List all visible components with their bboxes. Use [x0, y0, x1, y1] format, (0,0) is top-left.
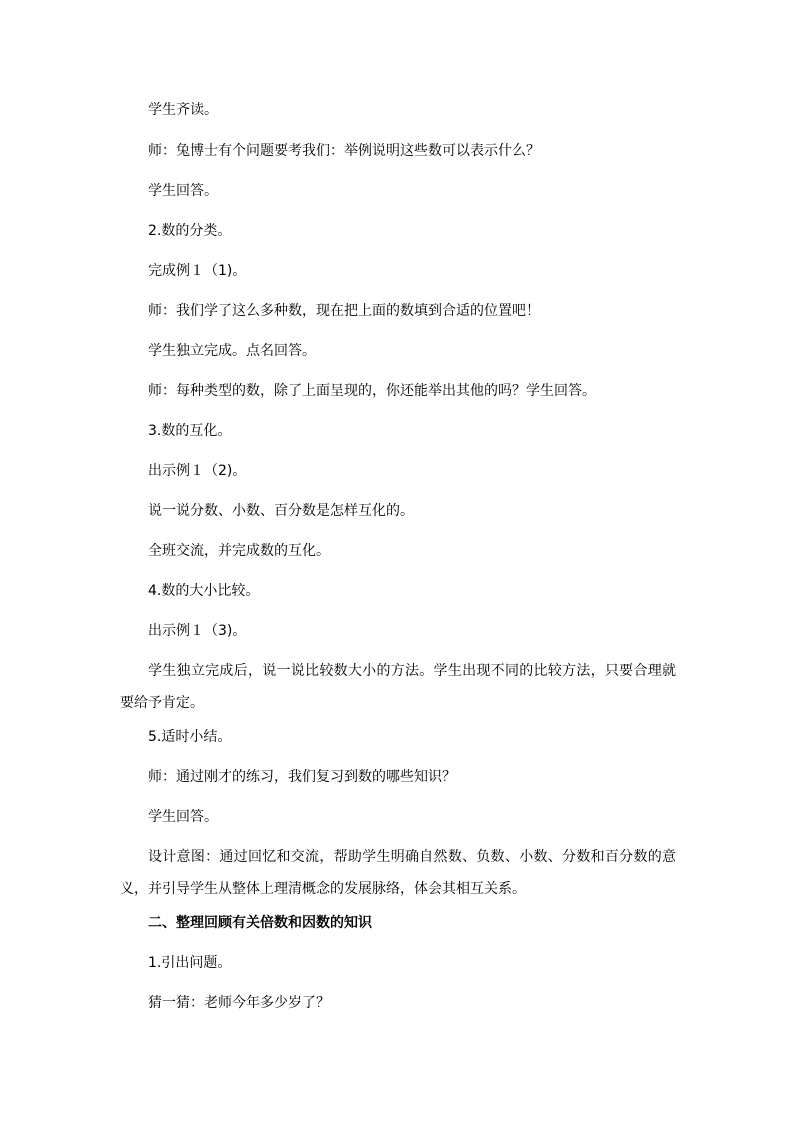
paragraph-section-comparison: 4.数的大小比较。 — [148, 583, 260, 599]
paragraph-comparison-methods: 学生独立完成后，说一说比较数大小的方法。学生出现不同的比较方法，只要合理就要给予肯定。 — [120, 663, 676, 711]
paragraph-teacher-other-examples: 师：每种类型的数，除了上面呈现的，你还能举出其他的吗？学生回答。 — [148, 383, 596, 399]
paragraph-conversion-discussion: 说一说分数、小数、百分数是怎样互化的。 — [148, 503, 414, 519]
paragraph-section-summary: 5.适时小结。 — [148, 729, 232, 745]
paragraph-example-1-3: 出示例１（3)。 — [148, 623, 247, 639]
paragraph-students-answer: 学生回答。 — [148, 183, 218, 199]
paragraph-design-intent: 设计意图：通过回忆和交流，帮助学生明确自然数、负数、小数、分数和百分数的意义，并引导学生从整体上理清概念的发展脉络，体会其相互关系。 — [120, 849, 676, 897]
paragraph-students-read: 学生齐读。 — [148, 102, 218, 118]
paragraph-students-answer-2: 学生回答。 — [148, 809, 218, 825]
paragraph-section-classification: 2.数的分类。 — [148, 223, 232, 239]
paragraph-example-1-1: 完成例１（1)。 — [148, 263, 247, 279]
section-heading-multiples-factors: 二、整理回顾有关倍数和因数的知识 — [148, 915, 372, 931]
paragraph-teacher-review: 师：通过刚才的练习，我们复习到数的哪些知识？ — [148, 769, 456, 785]
paragraph-section-conversion: 3.数的互化。 — [148, 423, 232, 439]
paragraph-introduce-question: 1.引出问题。 — [148, 955, 232, 971]
paragraph-teacher-question: 师：兔博士有个问题要考我们：举例说明这些数可以表示什么？ — [148, 143, 540, 159]
paragraph-teacher-fill: 师：我们学了这么多种数，现在把上面的数填到合适的位置吧！ — [148, 303, 540, 319]
paragraph-independent-work: 学生独立完成。点名回答。 — [148, 343, 316, 359]
paragraph-example-1-2: 出示例１（2)。 — [148, 463, 247, 479]
paragraph-class-exchange: 全班交流，并完成数的互化。 — [148, 543, 330, 559]
paragraph-guess-age: 猜一猜：老师今年多少岁了？ — [148, 995, 330, 1011]
